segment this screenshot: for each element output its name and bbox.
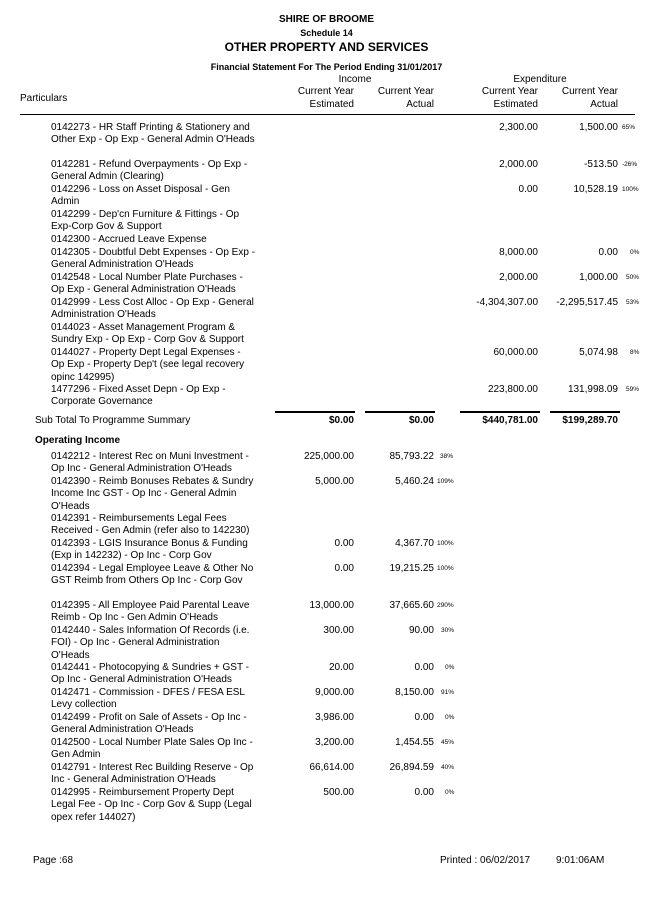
inc-percent: 100% <box>437 540 454 547</box>
row-particulars: 0142500 - Local Number Plate Sales Op Inc - Gen Admin <box>51 737 253 761</box>
inc-percent: 38% <box>440 453 454 460</box>
income-estimated-header: Current Year Estimated <box>297 86 354 110</box>
report-title: OTHER PROPERTY AND SERVICES <box>224 40 429 54</box>
inc-actual: 0.00 <box>414 662 434 673</box>
inc-actual: 37,665.60 <box>389 600 434 611</box>
exp-estimated: 60,000.00 <box>493 347 538 358</box>
inc-percent: 109% <box>437 478 454 485</box>
exp-actual: 0.00 <box>598 247 618 258</box>
exp-actual: -513.50 <box>584 159 618 170</box>
inc-estimated: 13,000.00 <box>309 600 354 611</box>
inc-estimated: 3,986.00 <box>315 712 354 723</box>
exp-percent: -26% <box>622 161 638 168</box>
subtotal-expenditure-actual: $199,289.70 <box>562 415 618 426</box>
section-heading-operating-income: Operating Income <box>35 435 121 446</box>
inc-estimated: 3,200.00 <box>315 737 354 748</box>
inc-estimated: 66,614.00 <box>309 762 354 773</box>
subtotal-rule <box>550 411 620 413</box>
inc-percent: 30% <box>441 627 455 634</box>
exp-actual: 131,998.09 <box>567 384 618 395</box>
row-particulars: 1477296 - Fixed Asset Depn - Op Exp - Corporate Governance <box>51 384 226 408</box>
exp-percent: 50% <box>626 274 640 281</box>
exp-actual: 5,074.98 <box>579 347 618 358</box>
expenditure-group-header: Expenditure <box>513 74 567 85</box>
exp-percent: 100% <box>622 186 639 193</box>
schedule-label: Schedule 14 <box>300 28 353 38</box>
inc-actual: 8,150.00 <box>395 687 434 698</box>
row-particulars: 0142300 - Accrued Leave Expense <box>51 234 207 245</box>
inc-estimated: 9,000.00 <box>315 687 354 698</box>
inc-estimated: 500.00 <box>323 787 354 798</box>
inc-percent: 290% <box>437 602 454 609</box>
row-particulars: 0142390 - Reimb Bonuses Rebates & Sundry Income Inc GST - Op Inc - General Admin O'Heads <box>51 476 254 512</box>
row-particulars: 0142391 - Reimbursements Legal Fees Received - Gen Admin (refer also to 142230) <box>51 513 250 537</box>
printed-date: Printed : 06/02/2017 <box>440 855 531 866</box>
row-particulars: 0142393 - LGIS Insurance Bonus & Funding (Exp in 142232) - Op Inc - Corp Gov <box>51 538 248 562</box>
inc-percent: 0% <box>445 714 455 721</box>
row-particulars: 0142305 - Doubtful Debt Expenses - Op Exp - General Administration O'Heads <box>51 247 256 271</box>
row-particulars: 0142995 - Reimbursement Property Dept Legal Fee - Op Inc - Corp Gov & Supp (Legal opex refer 144027) <box>51 787 252 823</box>
subtotal-rule <box>275 411 355 413</box>
row-particulars: 0142296 - Loss on Asset Disposal - Gen Admin <box>51 184 230 208</box>
page-number: Page :68 <box>33 855 74 866</box>
header-divider <box>20 114 635 115</box>
inc-actual: 5,460.24 <box>395 476 434 487</box>
inc-actual: 1,454.55 <box>395 737 434 748</box>
inc-actual: 0.00 <box>414 787 434 798</box>
inc-estimated: 0.00 <box>334 563 354 574</box>
subtotal-expenditure-estimated: $440,781.00 <box>482 415 538 426</box>
exp-percent: 8% <box>630 349 640 356</box>
exp-estimated: -4,304,307.00 <box>476 297 538 308</box>
inc-actual: 90.00 <box>408 625 434 636</box>
inc-percent: 0% <box>445 789 455 796</box>
row-particulars: 0142299 - Dep'cn Furniture & Fittings - Op Exp-Corp Gov & Support <box>51 209 240 233</box>
exp-estimated: 2,300.00 <box>499 122 538 133</box>
particulars-header: Particulars <box>20 93 68 104</box>
row-particulars: 0142395 - All Employee Paid Parental Leave Reimb - Op Inc - Gen Admin O'Heads <box>51 600 250 624</box>
inc-estimated: 0.00 <box>334 538 354 549</box>
subtotal-rule <box>460 411 540 413</box>
subtotal-label: Sub Total To Programme Summary <box>35 415 191 426</box>
row-particulars: 0142548 - Local Number Plate Purchases - Op Exp - General Administration O'Heads <box>51 272 243 296</box>
exp-percent: 65% <box>622 124 636 131</box>
inc-actual: 19,215.25 <box>389 563 434 574</box>
inc-percent: 100% <box>437 565 454 572</box>
exp-estimated: 223,800.00 <box>487 384 538 395</box>
exp-actual: 1,500.00 <box>579 122 618 133</box>
inc-estimated: 300.00 <box>323 625 354 636</box>
row-particulars: 0142394 - Legal Employee Leave & Other No GST Reimb from Others Op Inc - Corp Gov <box>51 563 254 587</box>
row-particulars: 0142441 - Photocopying & Sundries + GST - Op Inc - General Administration O'Heads <box>51 662 249 686</box>
inc-actual: 0.00 <box>414 712 434 723</box>
exp-actual: -2,295,517.45 <box>556 297 618 308</box>
exp-percent: 59% <box>626 386 640 393</box>
inc-percent: 0% <box>445 664 455 671</box>
income-actual-header: Current Year Actual <box>377 86 434 110</box>
exp-estimated: 0.00 <box>518 184 538 195</box>
income-group-header: Income <box>338 74 372 85</box>
row-particulars: 0144023 - Asset Management Program & Sundry Exp - Op Exp - Corp Gov & Support <box>51 322 244 346</box>
row-particulars: 0142440 - Sales Information Of Records (i.e. FOI) - Op Inc - General Administration O'Heads <box>51 625 250 661</box>
inc-actual: 4,367.70 <box>395 538 434 549</box>
row-particulars: 0142273 - HR Staff Printing & Stationery and Other Exp - Op Exp - General Admin O'Heads <box>51 122 255 146</box>
inc-actual: 26,894.59 <box>389 762 434 773</box>
exp-estimated: 8,000.00 <box>499 247 538 258</box>
exp-estimated: 2,000.00 <box>499 272 538 283</box>
row-particulars: 0142499 - Profit on Sale of Assets - Op Inc - General Administration O'Heads <box>51 712 247 736</box>
exp-percent: 0% <box>630 249 640 256</box>
exp-actual: 10,528.19 <box>573 184 618 195</box>
row-particulars: 0142471 - Commission - DFES / FESA ESL Levy collection <box>51 687 245 711</box>
inc-estimated: 5,000.00 <box>315 476 354 487</box>
inc-percent: 40% <box>441 764 455 771</box>
expenditure-actual-header: Current Year Actual <box>561 86 618 110</box>
exp-percent: 53% <box>626 299 640 306</box>
org-name: SHIRE OF BROOME <box>278 14 374 25</box>
row-particulars: 0142281 - Refund Overpayments - Op Exp - General Admin (Clearing) <box>51 159 248 183</box>
printed-time: 9:01:06AM <box>556 855 605 866</box>
inc-actual: 85,793.22 <box>389 451 434 462</box>
report-subtitle: Financial Statement For The Period Ending 31/01/2017 <box>210 62 443 72</box>
exp-estimated: 2,000.00 <box>499 159 538 170</box>
exp-actual: 1,000.00 <box>579 272 618 283</box>
row-particulars: 0142212 - Interest Rec on Muni Investment - Op Inc - General Administration O'Heads <box>51 451 249 475</box>
row-particulars: 0144027 - Property Dept Legal Expenses - Op Exp - Property Dep't (see legal recovery opinc 142995) <box>51 347 245 383</box>
subtotal-income-estimated: $0.00 <box>328 415 354 426</box>
subtotal-income-actual: $0.00 <box>408 415 434 426</box>
subtotal-rule <box>365 411 435 413</box>
inc-estimated: 20.00 <box>328 662 354 673</box>
row-particulars: 0142999 - Less Cost Alloc - Op Exp - General Administration O'Heads <box>51 297 254 321</box>
inc-percent: 91% <box>441 689 455 696</box>
expenditure-estimated-header: Current Year Estimated <box>481 86 538 110</box>
inc-percent: 45% <box>441 739 455 746</box>
row-particulars: 0142791 - Interest Rec Building Reserve - Op Inc - General Administration O'Heads <box>51 762 254 786</box>
inc-estimated: 225,000.00 <box>303 451 354 462</box>
